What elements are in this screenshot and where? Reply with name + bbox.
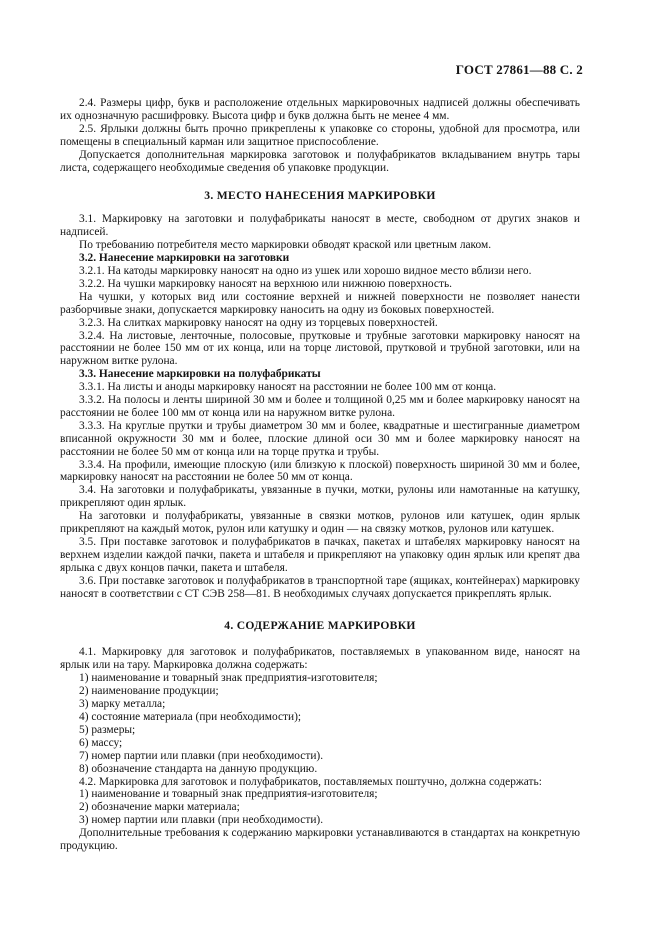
document-body: [60, 97, 580, 853]
paragraph-2-5-note: Допускается дополнительная маркировка заготовок и полуфабрикатов вкладыванием внутрь тары листа, содержащего необходимые сведения об упаковке продукции.: [60, 148, 580, 174]
list-item: 8) обозначение стандарта на данную продукцию.: [79, 762, 318, 775]
paragraph-3-3-4: 3.3.4. На профили, имеющие плоскую (или близкую к плоской) поверхность шириной 30 мм и более, маркировку наносят на расстоянии не более 50 мм от конца.: [60, 458, 580, 484]
section-4-heading: 4. СОДЕРЖАНИЕ МАРКИРОВКИ: [224, 618, 416, 632]
section-3-heading: 3. МЕСТО НАНЕСЕНИЯ МАРКИРОВКИ: [204, 189, 436, 203]
paragraph-3-3-1: 3.3.1. На листы и аноды маркировку наносят на расстоянии не более 100 мм от конца.: [79, 381, 497, 394]
paragraph-3-6: 3.6. При поставке заготовок и полуфабрикатов в транспортной таре (ящиках, контейнерах) маркировку наносят в соответствии с СТ СЭВ 258—81. В необходимых случаях допускается прикреплять ярлык.: [60, 574, 580, 600]
paragraph-3-2-3: 3.2.3. На слитках маркировку наносят на одну из торцевых поверхностей.: [79, 316, 438, 329]
paragraph-3-1-note: По требованию потребителя место маркировки обводят краской или цветным лаком.: [79, 239, 492, 252]
paragraph-4-1: 4.1. Маркировку для заготовок и полуфабрикатов, поставляемых в упакованном виде, наносят на ярлык или на тару. Маркировка должна содержать:: [60, 646, 580, 672]
paragraph-3-3-3: 3.3.3. На круглые прутки и трубы диаметром 30 мм и более, квадратные и шестигранные диаметром вписанной окружности 30 мм и более, плоские длиной оси 30 мм и более маркировку наносят на расстоянии не более 50 мм от конца или на торце прутка и трубы.: [60, 419, 580, 458]
list-item: 6) массу;: [79, 736, 123, 749]
subheading-3-2: 3.2. Нанесение маркировки на заготовки: [79, 252, 290, 265]
paragraph-3-2-2-note: На чушки, у которых вид или состояние верхней и нижней поверхности не позволяет нанести разборчивые знаки, допускается маркировку наносить на одну из боковых поверхностей.: [60, 290, 580, 316]
paragraph-3-2-1: 3.2.1. На катоды маркировку наносят на одно из ушек или хорошо видное место вблизи него.: [79, 264, 532, 277]
paragraph-3-2-4: 3.2.4. На листовые, ленточные, полосовые, прутковые и трубные заготовки маркировку наносят на расстоянии не более 150 мм от их конца, или на торце листовой, прутковой и трубной заготовки, или на наружном витке рулона.: [60, 329, 580, 368]
list-item: 2) обозначение марки материала;: [79, 801, 240, 814]
paragraph-3-1: 3.1. Маркировку на заготовки и полуфабрикаты наносят в месте, свободном от других знаков и надписей.: [60, 213, 580, 239]
list-item: 3) марку металла;: [79, 698, 166, 711]
paragraph-3-2-2: 3.2.2. На чушки маркировку наносят на верхнюю или нижнюю поверхность.: [79, 277, 452, 290]
page-header: ГОСТ 27861—88 С. 2: [455, 62, 583, 77]
list-item: 5) размеры;: [79, 723, 136, 736]
paragraph-2-5: 2.5. Ярлыки должны быть прочно прикреплены к упаковке со стороны, удобной для просмотра, или помещены в специальный карман или защитное приспособление.: [60, 122, 580, 148]
list-item: 3) номер партии или плавки (при необходимости).: [79, 814, 324, 827]
paragraph-4-3: Дополнительные требования к содержанию маркировки устанавливаются в стандартах на конкретную продукцию.: [60, 827, 580, 853]
paragraph-4-2: 4.2. Маркировка для заготовок и полуфабрикатов, поставляемых поштучно, должна содержать:: [79, 775, 542, 788]
paragraph-3-4-note: На заготовки и полуфабрикаты, увязанные в связки мотков, рулонов или катушек, один ярлык прикрепляют на каждый моток, рулон или катушку и один — на связку мотков, рулонов или катушек.: [60, 510, 580, 536]
list-item: 4) состояние материала (при необходимости);: [79, 710, 302, 723]
paragraph-3-5: 3.5. При поставке заготовок и полуфабрикатов в пачках, пакетах и штабелях маркировку наносят на верхнем изделии каждой пачки, пакета и штабеля и прикрепляют на упаковку один ярлык или крепят два ярлыка с двух концов пачки, пакета и штабеля.: [60, 536, 580, 574]
subheading-3-3: 3.3. Нанесение маркировки на полуфабрикаты: [79, 368, 321, 381]
list-item: 1) наименование и товарный знак предприятия-изготовителя;: [79, 788, 378, 801]
list-item: 1) наименование и товарный знак предприятия-изготовителя;: [79, 672, 378, 685]
paragraph-3-4: 3.4. На заготовки и полуфабрикаты, увязанные в пучки, мотки, рулоны или намотанные на катушку, прикрепляют один ярлык.: [60, 484, 580, 510]
paragraph-2-4: 2.4. Размеры цифр, букв и расположение отдельных маркировочных надписей должны обеспечивать их однозначную расшифровку. Высота цифр и букв должна быть не менее 4 мм.: [60, 97, 580, 122]
list-item: 2) наименование продукции;: [79, 685, 219, 698]
paragraph-3-3-2: 3.3.2. На полосы и ленты шириной 30 мм и более и толщиной 0,25 мм и более маркировку наносят на расстоянии не более 100 мм от конца или на наружном витке рулона.: [60, 394, 580, 419]
list-item: 7) номер партии или плавки (при необходимости).: [79, 749, 324, 762]
